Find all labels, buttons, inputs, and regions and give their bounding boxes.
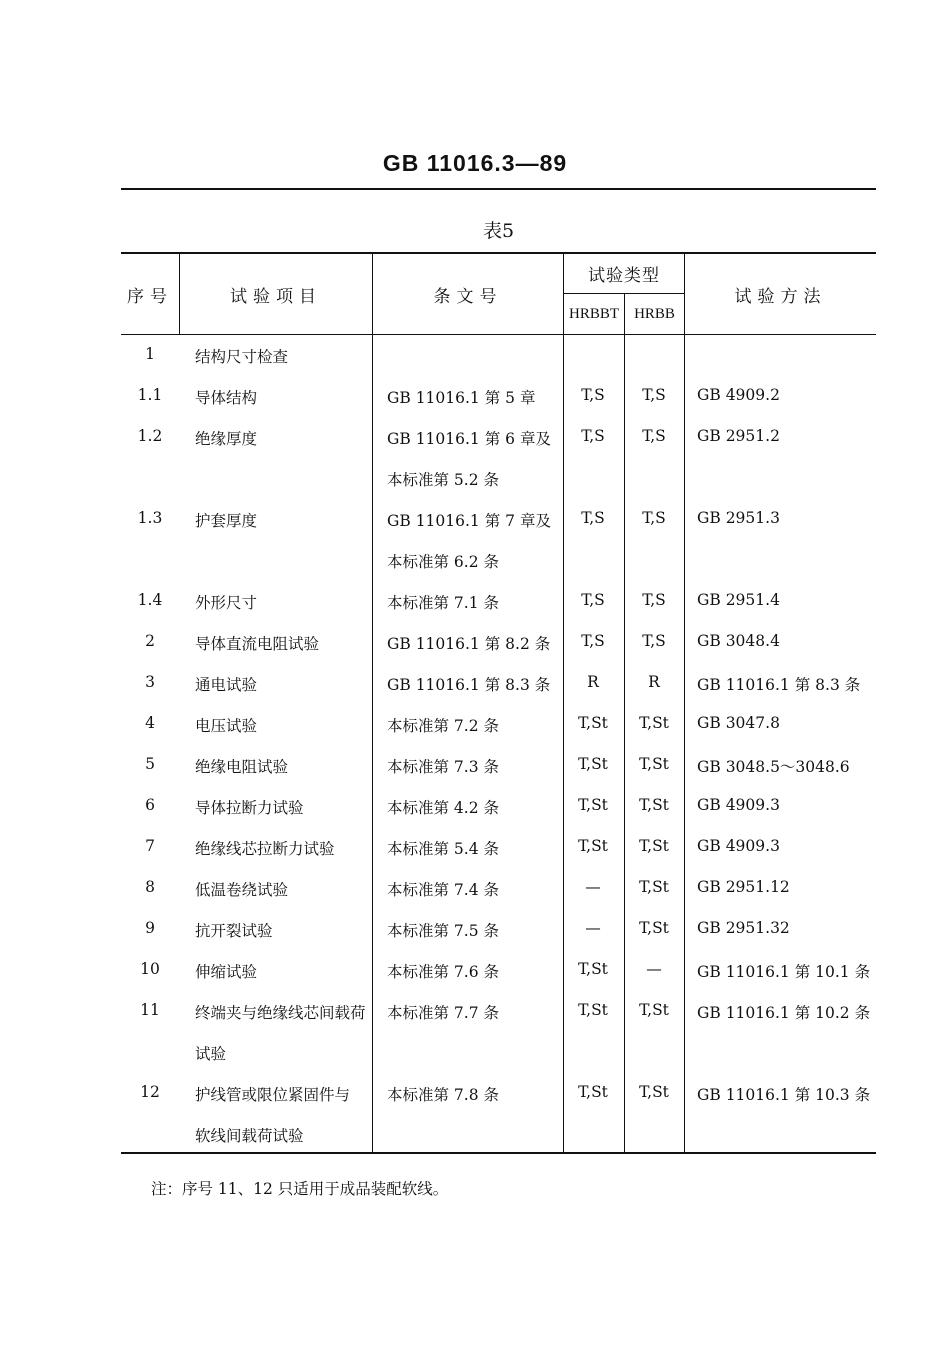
clause-ref: 本标准第 7.5 条	[387, 922, 500, 940]
type-hrbbt-value: —	[585, 919, 601, 937]
document-code: GB 11016.3—89	[382, 150, 568, 176]
type-hrbbt-value: T,S	[581, 632, 605, 650]
test-method: GB 4909.3	[697, 796, 780, 814]
table-row	[121, 418, 876, 459]
test-method: GB 3047.8	[697, 714, 780, 732]
test-method: GB 2951.4	[697, 591, 780, 609]
test-item: 外形尺寸	[195, 594, 258, 612]
type-hrbbt-value: T,St	[578, 796, 608, 814]
clause-ref: GB 11016.1 第 5 章	[387, 389, 536, 407]
table-row	[121, 623, 876, 664]
test-item: 绝缘电阻试验	[195, 758, 289, 776]
type-hrbb-value: T,St	[639, 837, 669, 855]
table-row	[121, 459, 876, 500]
table-row	[121, 910, 876, 951]
test-method: GB 3048.4	[697, 632, 780, 650]
type-hrbb-value: T,S	[642, 427, 666, 445]
row-number: 12	[140, 1083, 160, 1101]
table-row	[121, 705, 876, 746]
clause-ref: 本标准第 7.6 条	[387, 963, 500, 981]
type-hrbb-value: T,St	[639, 714, 669, 732]
table-row	[121, 377, 876, 418]
table-row	[121, 1115, 876, 1156]
table-row	[121, 1033, 876, 1074]
type-hrbb-value: T,St	[639, 878, 669, 896]
table-row	[121, 664, 876, 705]
table-row	[121, 828, 876, 869]
type-hrbbt-value: T,S	[581, 386, 605, 404]
test-method: GB 11016.1 第 10.1 条	[697, 963, 871, 981]
table-row	[121, 951, 876, 992]
type-hrbb-value: R	[648, 673, 660, 691]
top-rule	[121, 188, 876, 190]
type-hrbbt-value: T,St	[578, 960, 608, 978]
type-hrbbt-value: T,St	[578, 714, 608, 732]
table-row	[121, 787, 876, 828]
test-item: 抗开裂试验	[195, 922, 273, 940]
table-row	[121, 869, 876, 910]
table-caption: 表5	[482, 220, 515, 242]
test-method: GB 2951.32	[697, 919, 790, 937]
test-method: GB 11016.1 第 10.2 条	[697, 1004, 871, 1022]
test-item: 终端夹与绝缘线芯间载荷	[195, 1004, 366, 1022]
header-item: 试验项目	[230, 286, 322, 307]
clause-ref: 本标准第 7.7 条	[387, 1004, 500, 1022]
type-hrbbt-value: —	[585, 878, 601, 896]
row-number: 1	[145, 345, 155, 363]
type-hrbb-value: T,St	[639, 755, 669, 773]
row-number: 1.1	[137, 386, 163, 404]
clause-ref: 本标准第 5.4 条	[387, 840, 500, 858]
type-hrbbt-value: T,St	[578, 1001, 608, 1019]
type-hrbb-value: T,St	[639, 1001, 669, 1019]
type-hrbbt-value: T,St	[578, 755, 608, 773]
test-method: GB 2951.12	[697, 878, 790, 896]
header-test-type: 试验类型	[588, 265, 660, 286]
row-number: 1.2	[137, 427, 163, 445]
type-hrbb-value: T,S	[642, 591, 666, 609]
row-number: 6	[145, 796, 155, 814]
table-row	[121, 582, 876, 623]
test-item: 导体结构	[195, 389, 258, 407]
header-clause: 条文号	[433, 286, 503, 307]
clause-ref: 本标准第 7.8 条	[387, 1086, 500, 1104]
clause-ref: 本标准第 7.2 条	[387, 717, 500, 735]
clause-ref: 本标准第 6.2 条	[387, 553, 500, 571]
test-item: 绝缘厚度	[195, 430, 258, 448]
test-item: 伸缩试验	[195, 963, 258, 981]
clause-ref: GB 11016.1 第 7 章及	[387, 512, 551, 530]
test-item: 通电试验	[195, 676, 258, 694]
table-note: 注：序号 11、12 只适用于成品装配软线。	[151, 1180, 449, 1198]
clause-ref: GB 11016.1 第 6 章及	[387, 430, 551, 448]
row-number: 8	[145, 878, 155, 896]
row-number: 9	[145, 919, 155, 937]
table-row	[121, 746, 876, 787]
row-number: 3	[145, 673, 155, 691]
table-row	[121, 500, 876, 541]
test-item: 护套厚度	[195, 512, 258, 530]
table-row	[121, 1074, 876, 1115]
test-item: 护线管或限位紧固件与	[195, 1086, 351, 1104]
header-type-hrbbt: HRBBT	[568, 305, 619, 322]
type-hrbbt-value: T,S	[581, 509, 605, 527]
type-hrbbt-value: T,S	[581, 591, 605, 609]
header-type-hrbb: HRBB	[634, 305, 675, 322]
test-item: 试验	[195, 1045, 227, 1063]
test-item: 结构尺寸检查	[195, 348, 289, 366]
type-hrbb-value: T,St	[639, 1083, 669, 1101]
test-item: 电压试验	[195, 717, 258, 735]
row-number: 4	[145, 714, 155, 732]
table-row	[121, 336, 876, 377]
type-hrbbt-value: T,S	[581, 427, 605, 445]
test-item: 低温卷绕试验	[195, 881, 289, 899]
row-number: 1.3	[137, 509, 163, 527]
test-method: GB 4909.3	[697, 837, 780, 855]
type-hrbb-value: T,S	[642, 509, 666, 527]
row-number: 7	[145, 837, 155, 855]
test-method: GB 11016.1 第 10.3 条	[697, 1086, 871, 1104]
row-number: 2	[145, 632, 155, 650]
test-item: 导体直流电阻试验	[195, 635, 320, 653]
clause-ref: 本标准第 4.2 条	[387, 799, 500, 817]
row-number: 1.4	[137, 591, 163, 609]
row-number: 10	[140, 960, 160, 978]
type-hrbb-value: —	[646, 960, 662, 978]
test-item: 导体拉断力试验	[195, 799, 304, 817]
table-row	[121, 992, 876, 1033]
type-hrbbt-value: R	[587, 673, 599, 691]
test-method: GB 3048.5～3048.6	[697, 758, 850, 776]
clause-ref: GB 11016.1 第 8.2 条	[387, 635, 551, 653]
clause-ref: 本标准第 7.4 条	[387, 881, 500, 899]
type-hrbbt-value: T,St	[578, 837, 608, 855]
test-item: 软线间载荷试验	[195, 1127, 304, 1145]
clause-ref: GB 11016.1 第 8.3 条	[387, 676, 551, 694]
row-number: 5	[145, 755, 155, 773]
clause-ref: 本标准第 5.2 条	[387, 471, 500, 489]
test-item: 绝缘线芯拉断力试验	[195, 840, 335, 858]
type-hrbb-value: T,S	[642, 386, 666, 404]
type-hrbb-value: T,St	[639, 796, 669, 814]
test-method: GB 4909.2	[697, 386, 780, 404]
type-hrbb-value: T,St	[639, 919, 669, 937]
row-number: 11	[140, 1001, 160, 1019]
header-method: 试验方法	[734, 286, 827, 307]
test-method: GB 11016.1 第 8.3 条	[697, 676, 861, 694]
type-hrbbt-value: T,St	[578, 1083, 608, 1101]
table-row	[121, 541, 876, 582]
header-no: 序号	[127, 286, 173, 307]
clause-ref: 本标准第 7.1 条	[387, 594, 500, 612]
test-method: GB 2951.3	[697, 509, 780, 527]
type-hrbb-value: T,S	[642, 632, 666, 650]
test-method: GB 2951.2	[697, 427, 780, 445]
clause-ref: 本标准第 7.3 条	[387, 758, 500, 776]
